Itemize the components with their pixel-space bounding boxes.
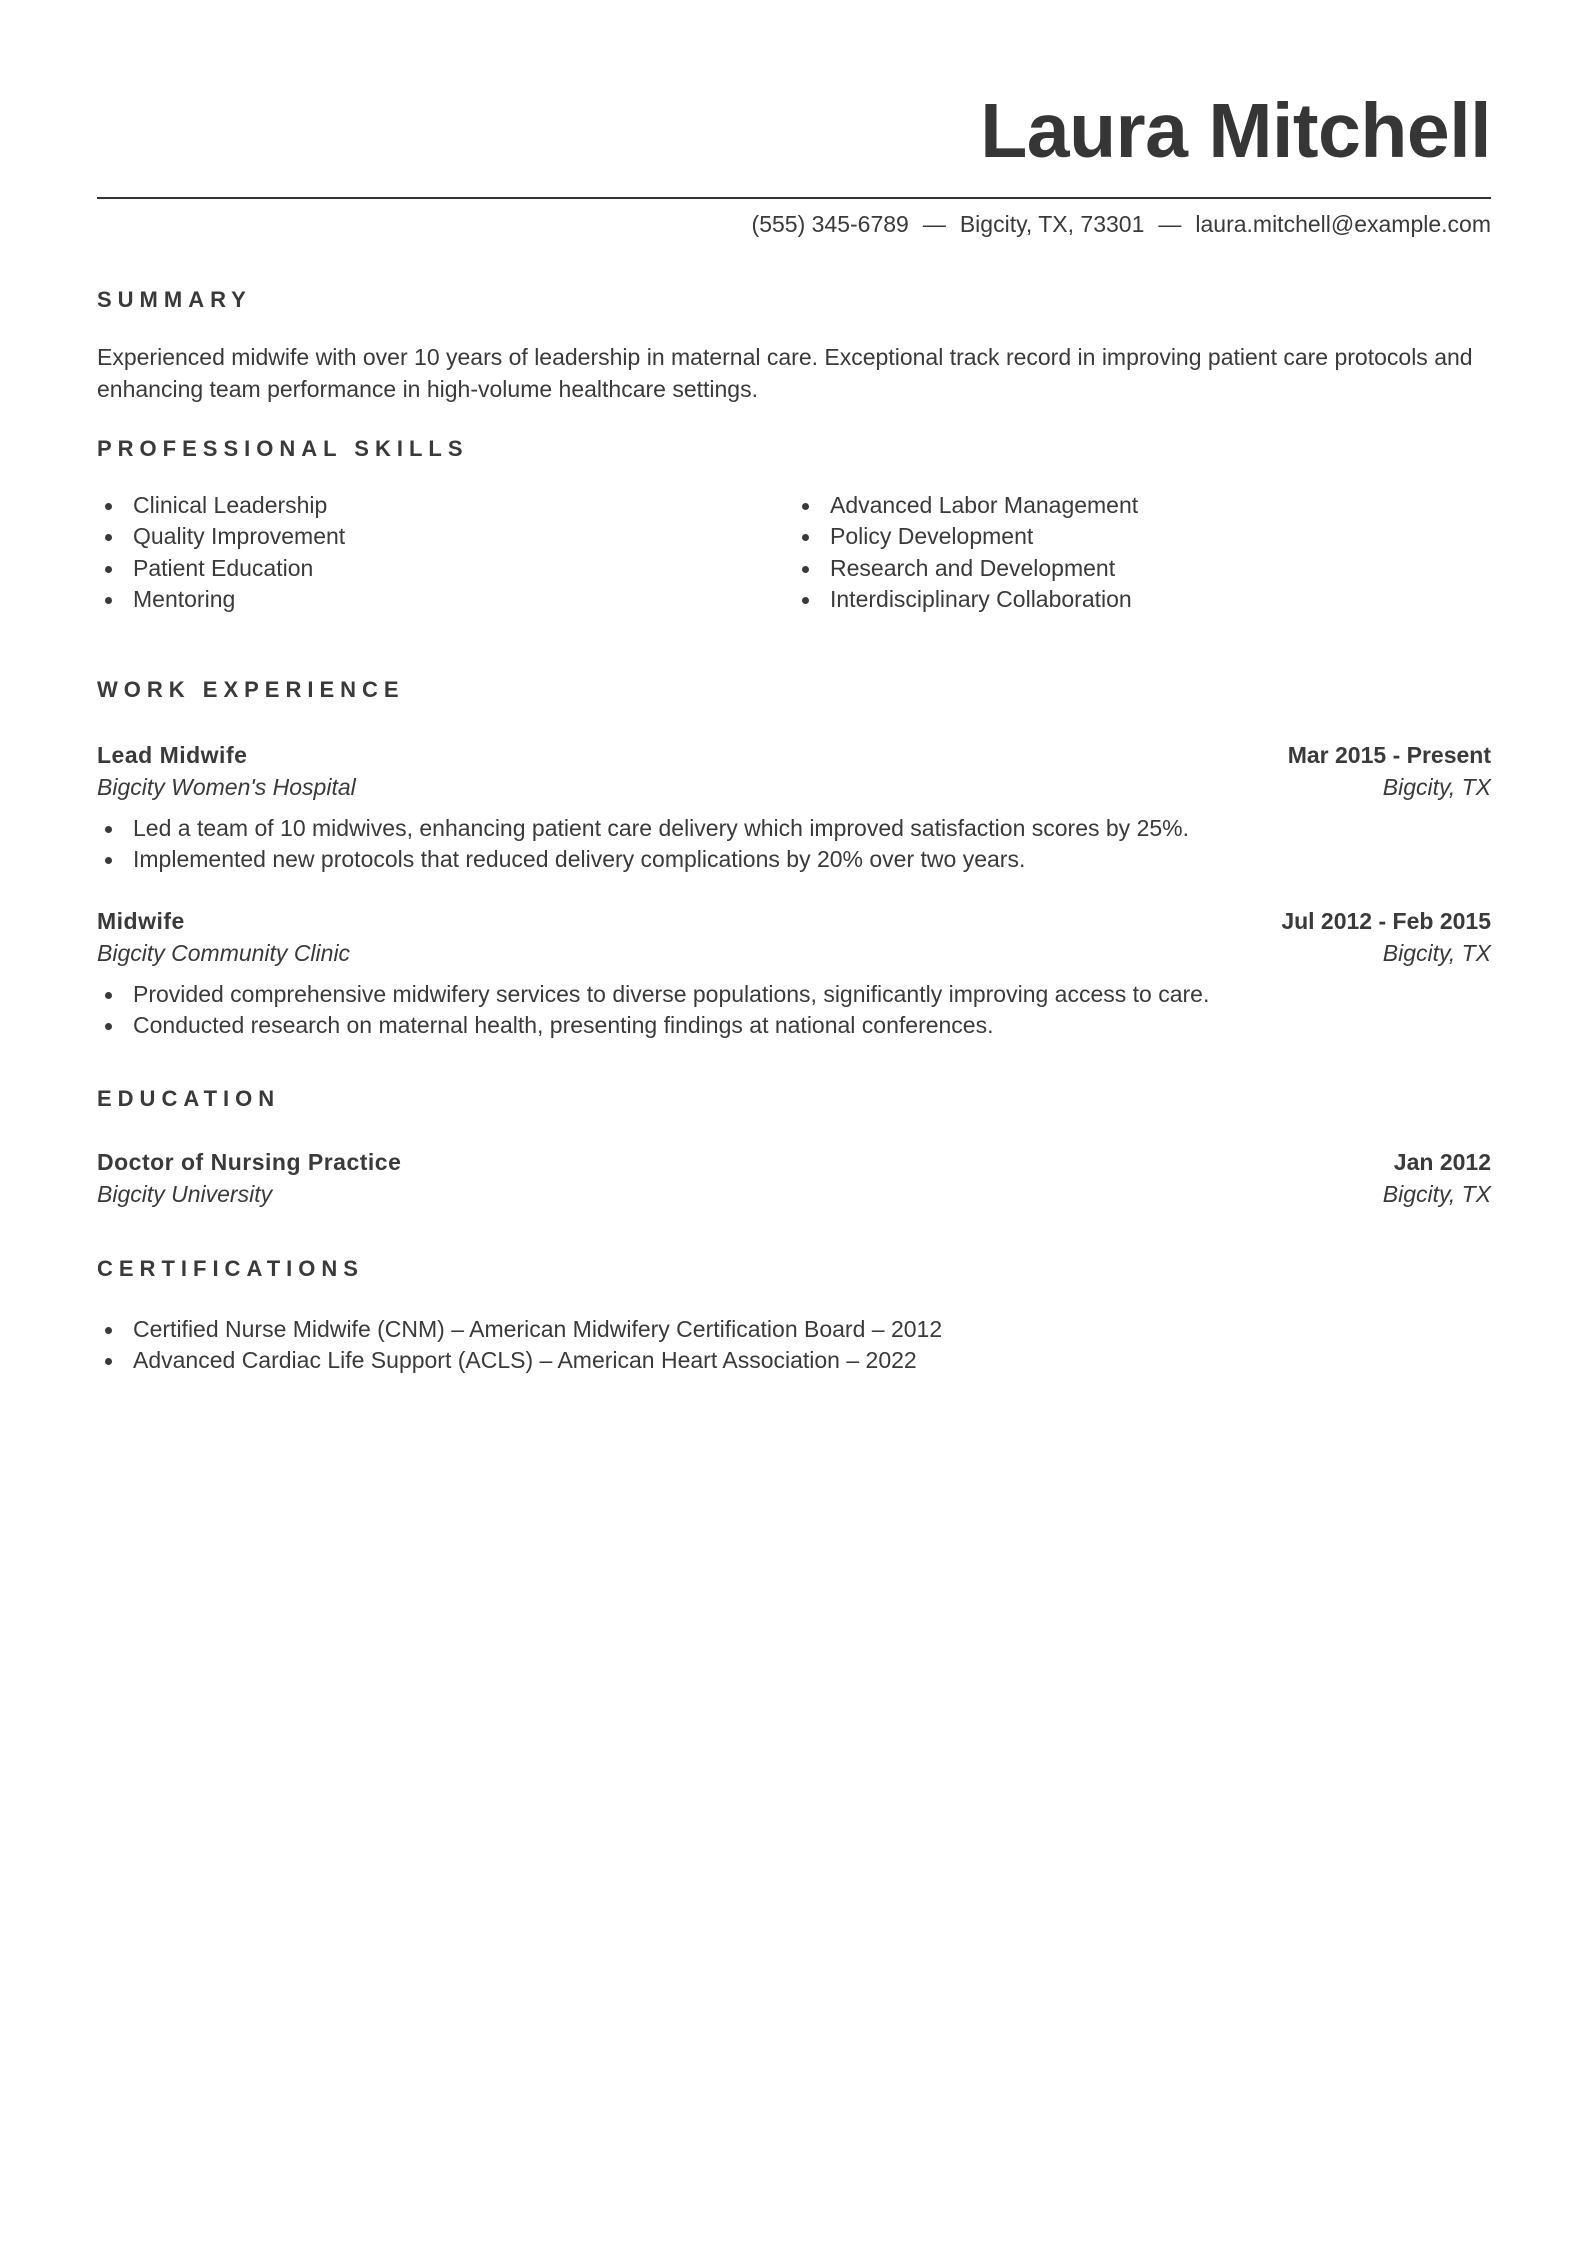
certification-item: Advanced Cardiac Life Support (ACLS) – American Heart Association – 2022 (97, 1345, 1491, 1377)
job-organization: Bigcity Women's Hospital (97, 773, 356, 800)
job-bullet: Led a team of 10 midwives, enhancing patient care delivery which improved satisfaction scores by 25%. (97, 813, 1491, 845)
job-organization: Bigcity Community Clinic (97, 939, 351, 966)
contact-email[interactable]: laura.mitchell@example.com (1195, 211, 1491, 237)
candidate-name: Laura Mitchell (980, 88, 1491, 174)
skill-item: Research and Development (794, 553, 1491, 585)
skills-list (97, 490, 1491, 616)
skill-item: Mentoring (97, 584, 794, 616)
contact-line (97, 211, 1491, 239)
job-dates: Jul 2012 - Feb 2015 (1281, 907, 1491, 934)
job-location: Bigcity, TX (1382, 773, 1491, 800)
certifications-heading: CERTIFICATIONS (97, 1255, 364, 1281)
certification-item: Certified Nurse Midwife (CNM) – American Midwifery Certification Board – 2012 (97, 1314, 1491, 1346)
job-bullet: Provided comprehensive midwifery services to diverse populations, significantly improving access to care. (97, 979, 1491, 1011)
skills-heading: PROFESSIONAL SKILLS (97, 435, 469, 461)
skill-item: Policy Development (794, 521, 1491, 553)
contact-phone: (555) 345-6789 (751, 211, 909, 237)
school: Bigcity University (97, 1180, 273, 1207)
skill-item: Patient Education (97, 553, 794, 585)
skills-column-right (794, 490, 1491, 616)
education-entry (97, 1146, 1491, 1210)
summary-heading: SUMMARY (97, 286, 252, 312)
contact-separator: — (1158, 211, 1182, 237)
education-heading: EDUCATION (97, 1085, 281, 1111)
summary-text: Experienced midwife with over 10 years of leadership in maternal care. Exceptional track record in improving patient care protocols and enhancing team performance in high-volume healthcare settings. (97, 343, 1473, 402)
job-bullet: Implemented new protocols that reduced delivery complications by 20% over two years. (97, 844, 1491, 876)
job-role: Lead Midwife (97, 741, 248, 768)
degree: Doctor of Nursing Practice (97, 1148, 402, 1175)
education-date: Jan 2012 (1393, 1148, 1491, 1175)
work-experience-heading: WORK EXPERIENCE (97, 676, 405, 702)
job-dates: Mar 2015 - Present (1287, 741, 1491, 768)
certifications-list (97, 1314, 1491, 1377)
skill-item: Interdisciplinary Collaboration (794, 584, 1491, 616)
job-location: Bigcity, TX (1382, 939, 1491, 966)
job-role: Midwife (97, 907, 185, 934)
job-bullet: Conducted research on maternal health, presenting findings at national conferences. (97, 1010, 1491, 1042)
education-location: Bigcity, TX (1382, 1180, 1491, 1207)
skill-item: Advanced Labor Management (794, 490, 1491, 522)
job-bullets (97, 979, 1491, 1042)
skill-item: Clinical Leadership (97, 490, 794, 522)
skills-column-left (97, 490, 794, 616)
contact-separator: — (922, 211, 946, 237)
job-entry (97, 739, 1491, 876)
header-divider (97, 197, 1491, 199)
contact-location: Bigcity, TX, 73301 (959, 211, 1145, 237)
job-entry (97, 905, 1491, 1042)
skill-item: Quality Improvement (97, 521, 794, 553)
job-bullets (97, 813, 1491, 876)
